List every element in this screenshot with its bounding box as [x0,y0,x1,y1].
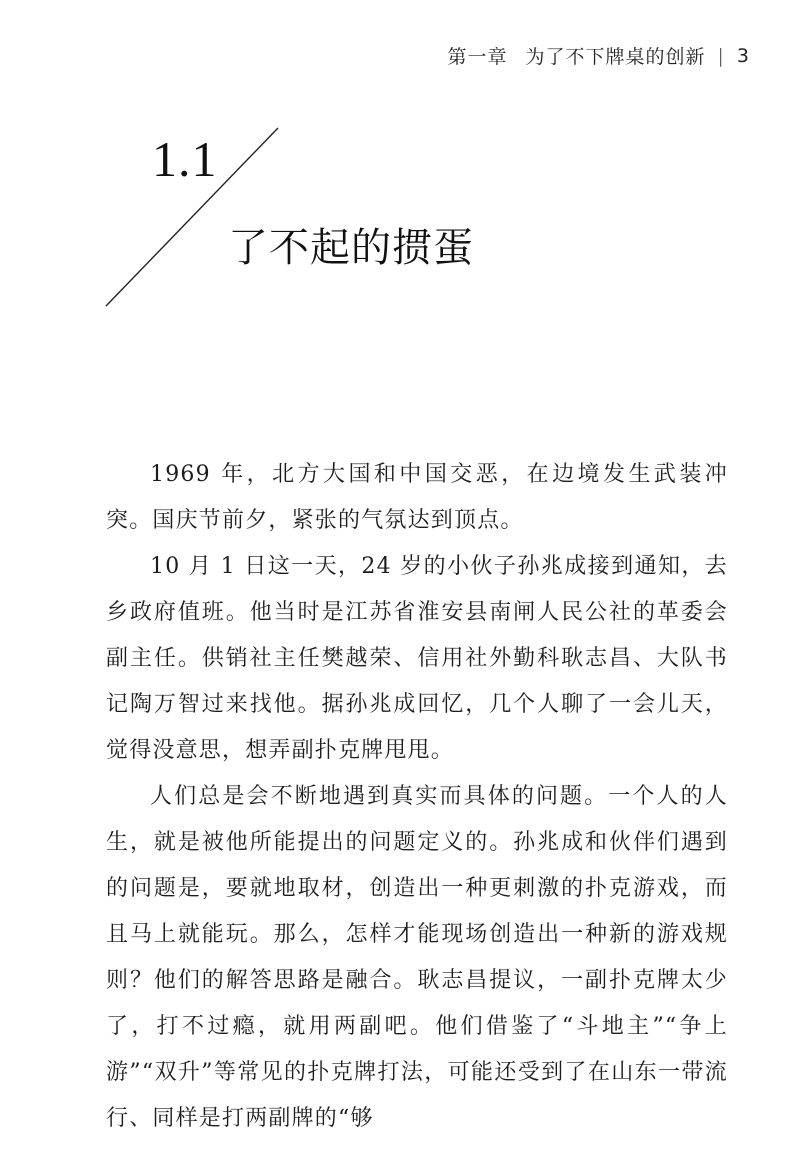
page-number: 3 [736,44,750,67]
paragraph: 人们总是会不断地遇到真实而具体的问题。一个人的人生，就是被他所能提出的问题定义的。孙兆成和伙伴们遇到的问题是，要就地取材，创造出一种更刺激的扑克游戏，而且马上就能玩。那么，怎样才能现场创造出一种新的游戏规则？他们的解答思路是融合。耿志昌提议，一副扑克牌太少了，打不过瘾，就用两副吧。他们借鉴了“斗地主”“争上游”“双升”等常见的扑克牌打法，可能还受到了在山东一带流行、同样是打两副牌的“够 [106,784,728,1131]
section-title: 了不起的掼蛋 [228,225,474,271]
paragraph: 1969 年，北方大国和中国交恶，在边境发生武装冲突。国庆节前夕，紧张的气氛达到顶点。 [106,462,728,533]
chapter-label: 第一章 [447,46,508,68]
body-text [106,452,728,1142]
chapter-title: 为了不下牌桌的创新 [525,46,706,68]
section-number: 1.1 [152,131,218,187]
paragraph: 10 月 1 日这一天，24 岁的小伙子孙兆成接到通知，去乡政府值班。他当时是江苏省淮安县南闸人民公社的革委会副主任。供销社主任樊越荣、信用社外勤科耿志昌、大队书记陶万智过来找他。据孙兆成回忆，几个人聊了一会儿天，觉得没意思，想弄副扑克牌甩甩。 [106,554,728,763]
header-separator: | [717,44,725,67]
